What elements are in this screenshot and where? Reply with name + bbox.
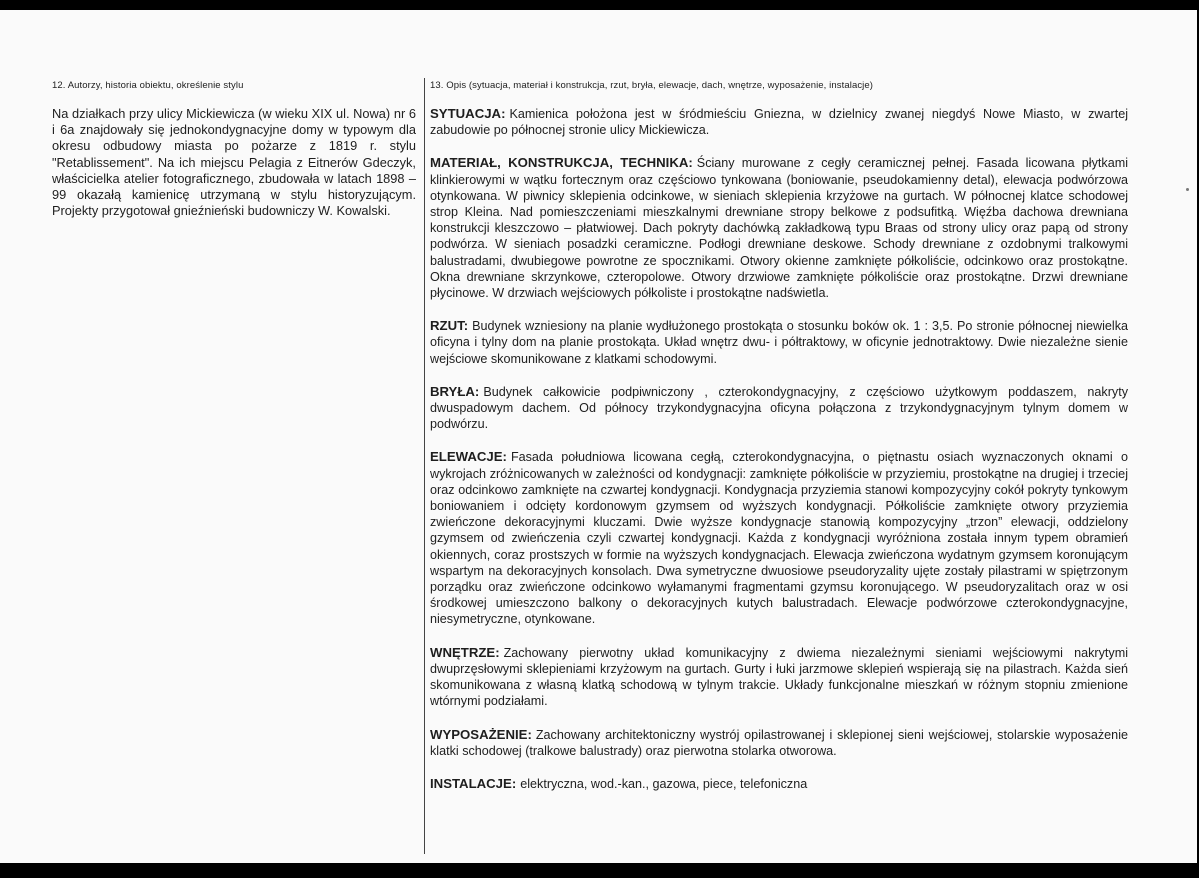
section-wyposazenie xyxy=(430,727,1128,759)
section-title: WYPOSAŻENIE: xyxy=(430,726,532,742)
section-rzut xyxy=(430,318,1128,367)
section-text: Zachowany architektoniczny wystrój opilastrowanej i sklepionej sieni wejściowej, stolarskie wyposażenie klatki schodowej (tralkowe balustrady) oraz pierwotna stolarka otworowa. xyxy=(430,727,1128,758)
document-page xyxy=(0,10,1197,863)
scan-speck xyxy=(1186,188,1189,191)
section-text: Kamienica położona jest w śródmieściu Gniezna, w dzielnicy zwanej niegdyś Nowe Miasto, w zwartej zabudowie po północnej stronie ulicy Mickiewicza. xyxy=(430,107,1128,138)
section-text: Budynek wzniesiony na planie wydłużonego prostokąta o stosunku boków ok. 1 : 3,5. Po stronie północnej niewielka oficyna i tylny dom na planie prostokąta. Układ wnętrz dwu- i półtraktowy, w oficynie jednotraktowy. Dwie niezależne sienie wejściowe skomunikowane z klatkami schodowymi. xyxy=(430,319,1128,366)
section-title: WNĘTRZE: xyxy=(430,644,500,660)
section-text: Ściany murowane z cegły ceramicznej pełnej. Fasada licowana płytkami klinkierowymi w wątku fortecznym oraz częściowo tynkowana (boniowanie, pseudokamienny detal), elewacja podwórzowa otynkowana. W piwnicy sklepienia odcinkowe, w sieniach sklepienia krzyżowe na gurtach. W północnej klatce schodowej strop Kleina. Nad pomieszczeniami mieszkalnymi drewniane stropy belkowe z podsufitką. Więźba dachowa drewniana konstrukcji kleszczowo – płatwiowej. Dach pokryty dachówką zakładkową typu Braas od strony ulicy oraz papą od strony podwórza. W sieniach posadzki ceramiczne. Podłogi drewniane deskowe. Schody drewniane z ozdobnymi tralkowymi balustradami, dwubiegowe powrotne ze spocznikami. Otwory okienne zamknięte półkoliście, odcinkowo oraz prostokątne. Okna drewniane skrzynkowe, czteropolowe. Otwory drzwiowe zamknięte półkoliście oraz prostokątne. Drzwi drewniane płycinowe. W drzwiach wejściowych półkoliste i prostokątne nadświetla. xyxy=(430,156,1128,301)
section-title: SYTUACJA: xyxy=(430,106,506,121)
left-column-header: 12. Autorzy, historia obiektu, określenie stylu xyxy=(52,80,244,91)
section-text: Fasada południowa licowana cegłą, czterokondygnacyjna, o piętnastu osiach wyznaczonych oknami o wykrojach zróżnicowanych w zależności od kondygnacji: zamknięte półkoliście w przyziemiu, prostokątne na drugiej i trzeciej oraz odcinkowo zamknięte na czwartej kondygnacji. Kondygnacja przyziemia stanowi kompozycyjny cokół pokryty tynkowym boniowaniem i odcięty kordonowym gzymsem od wyższych kondygnacji. Półkoliście zamknięte otwory przyziemia zwieńczone dekoracyjnymi kluczami. Dwie wyższe kondygnacje stanowią kompozycyjny „trzon” elewacji, oddzielony gzymsem od zwieńczenia czyli czwartej kondygnacji. Każda z kondygnacji wyróżniona została innym typem obramień okiennych, coraz prostszych w formie na wyższych kondygnacjach. Elewacja zwieńczona wydatnym gzymsem koronującym wspartym na dekoracyjnych konsolach. Dwa symetryczne dwuosiowe pseudoryzality ujęte zostały pilastrami w spiętrzonym porządku oraz zwieńczone odcinkowo wyłamanymi fragmentami gzymsu koronującego. W pseudoryzalitach oraz w osi środkowej umieszczono balkony o dekoracyjnych kutych balustradach. Elewacje podwórzowe czterokondygnacyjne, niesymetryczne, otynkowane. xyxy=(430,450,1128,627)
right-column-header: 13. Opis (sytuacja, materiał i konstrukcja, rzut, bryła, elewacje, dach, wnętrze, wyposażenie, instalacje) xyxy=(430,80,874,91)
left-column xyxy=(52,80,416,219)
section-bryla xyxy=(430,384,1128,433)
section-title: BRYŁA: xyxy=(430,383,480,399)
section-text: elektryczna, wod.-kan., gazowa, piece, telefoniczna xyxy=(520,776,808,791)
section-sytuacja xyxy=(430,106,1128,138)
section-title: RZUT: xyxy=(430,318,469,334)
section-instalacje xyxy=(430,776,1128,792)
section-title: INSTALACJE: xyxy=(430,775,517,791)
section-material xyxy=(430,155,1128,301)
section-wnetrze xyxy=(430,645,1128,710)
section-text: Zachowany pierwotny układ komunikacyjny z dwiema niezależnymi sieniami wejściowymi nakrytymi dwuprzęsłowymi sklepieniami krzyżowym na gurtach. Gurty i łuki jarzmowe sklepień wspierają się na pilastrach. Każda sień skomunikowana z własną klatką schodową w tylnym trakcie. Układy funkcjonalne mieszkań w różnym stopniu zmienione wtórnymi podziałami. xyxy=(430,645,1128,709)
section-title: ELEWACJE: xyxy=(430,449,507,465)
history-text: Na działkach przy ulicy Mickiewicza (w wieku XIX ul. Nowa) nr 6 i 6a znajdowały się jednokondygnacyjne domy w typowym dla okresu odbudowy miasta po pożarze z 1819 r. stylu "Retablissement". Na ich miejscu Pelagia z Eitnerów Gdeczyk, właścicielka atelier fotograficznego, zbudowała w latach 1898 – 99 okazałą kamienicę utrzymaną w stylu historyzującym. Projekty przygotował gnieźnieński budowniczy W. Kowalski. xyxy=(52,106,416,219)
section-title: MATERIAŁ, KONSTRUKCJA, TECHNIKA: xyxy=(430,155,693,171)
section-text: Budynek całkowicie podpiwniczony , czterokondygnacyjny, z częściowo użytkowym poddaszem, nakryty dwuspadowym dachem. Od północy trzykondygnacyjna oficyna połączona z trzykondygnacyjnym tylnym domem w podwórzu. xyxy=(430,384,1128,432)
column-divider xyxy=(424,78,425,854)
section-elewacje xyxy=(430,449,1128,627)
right-column xyxy=(430,80,1128,809)
